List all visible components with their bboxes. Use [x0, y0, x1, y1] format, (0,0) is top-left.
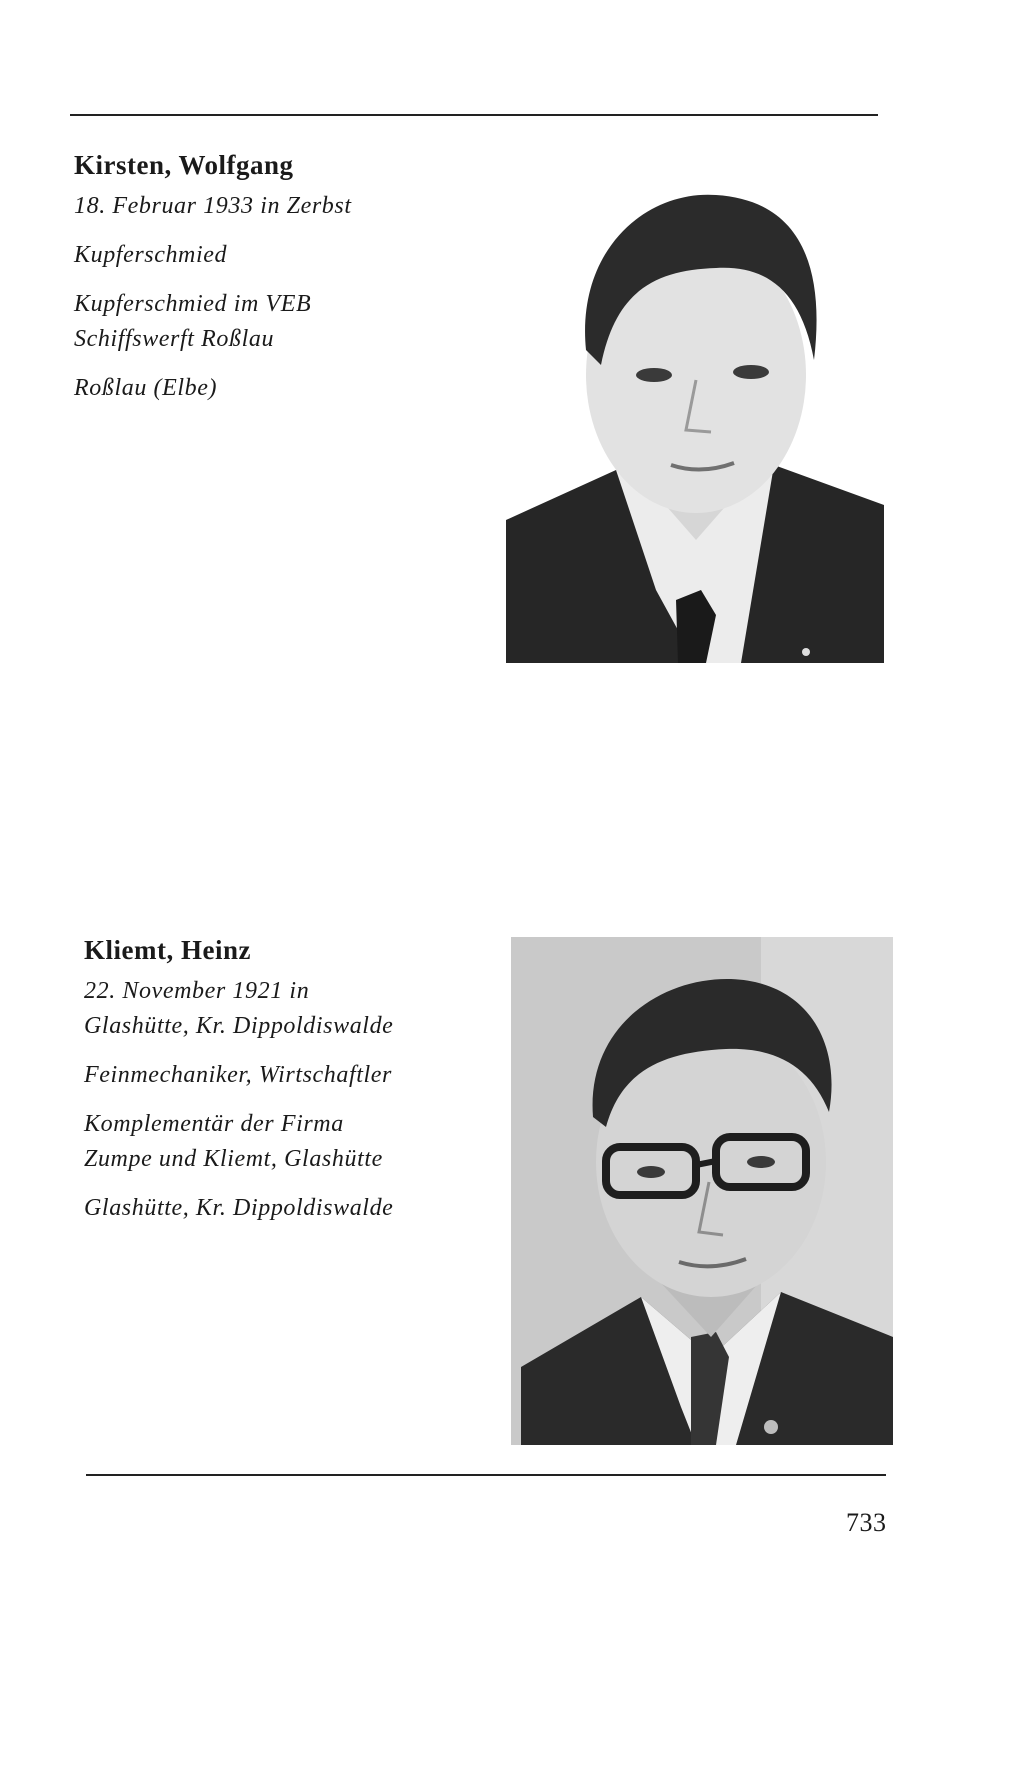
entry-name: Kliemt, Heinz: [84, 935, 251, 965]
position-line: Schiffswerft Roßlau: [74, 326, 275, 352]
entry-name: Kirsten, Wolfgang: [74, 150, 294, 180]
birth-line: Glashütte, Kr. Dippoldiswalde: [84, 1013, 394, 1039]
birth-line: 18. Februar 1933 in Zerbst: [74, 193, 352, 219]
profession-line: Kupferschmied: [74, 242, 228, 268]
top-rule: [70, 114, 878, 116]
portrait-photo-kirsten: [506, 160, 884, 663]
portrait-photo-kliemt: [511, 937, 893, 1445]
bottom-rule: [86, 1474, 886, 1476]
position-line: Zumpe und Kliemt, Glashütte: [84, 1146, 383, 1172]
residence-line: Roßlau (Elbe): [74, 375, 218, 401]
position-line: Kupferschmied im VEB: [74, 291, 312, 317]
profession-line: Feinmechaniker, Wirtschaftler: [84, 1062, 393, 1088]
birth-line: 22. November 1921 in: [84, 978, 310, 1004]
page-number: 733: [846, 1508, 887, 1537]
residence-line: Glashütte, Kr. Dippoldiswalde: [84, 1195, 394, 1221]
position-line: Komplementär der Firma: [84, 1111, 344, 1137]
entry-kirsten: [74, 150, 494, 406]
entry-kliemt: [84, 935, 514, 1226]
